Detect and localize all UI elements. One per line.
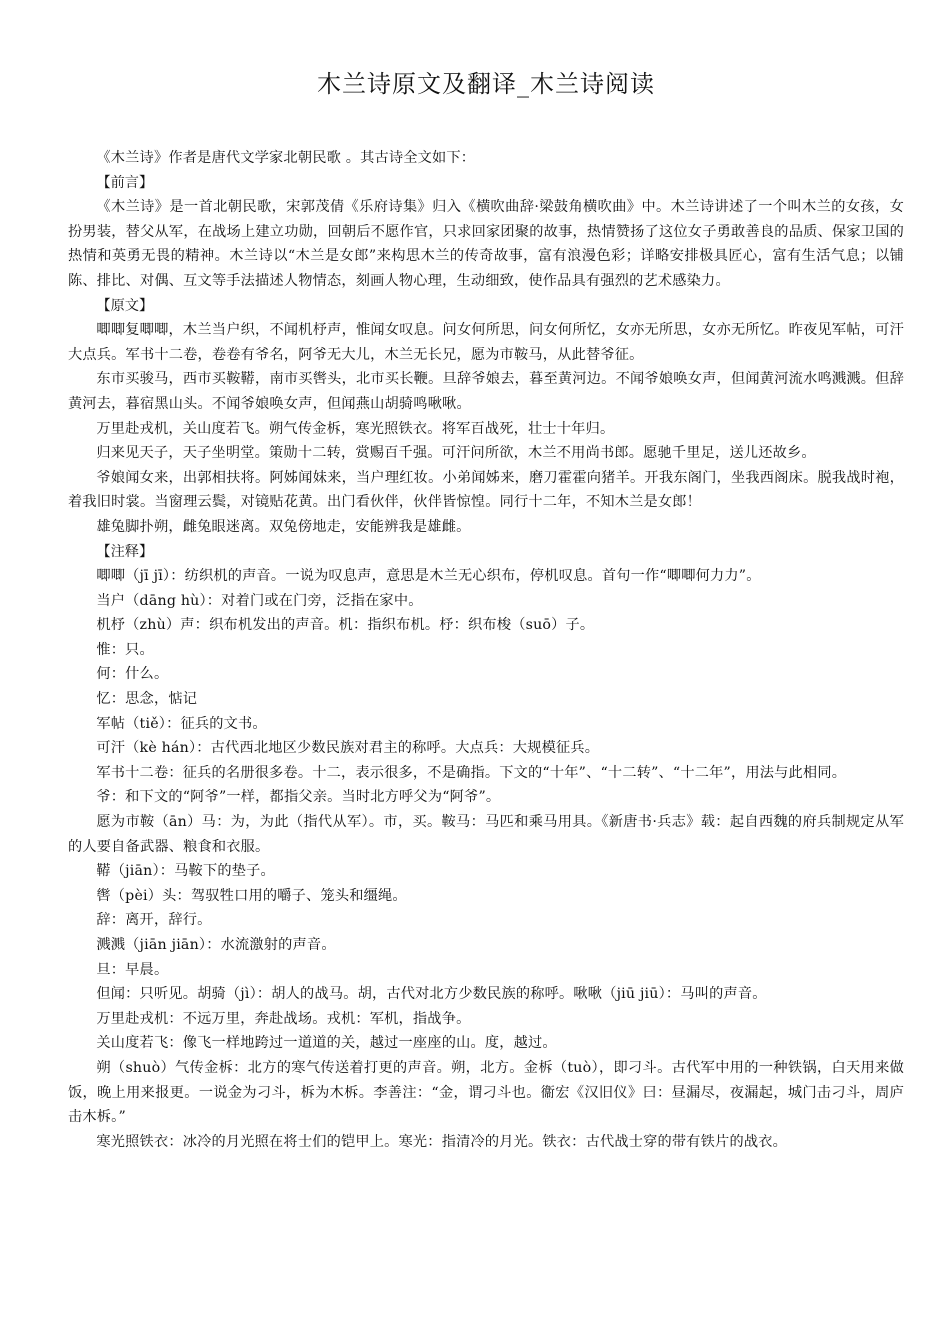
note-item: 唧唧（jī jī）：纺织机的声音。一说为叹息声，意思是木兰无心织布，停机叹息。首句一作“唧唧何力力”。 xyxy=(96,568,761,585)
note-item: 惟：只。 xyxy=(96,641,154,658)
note-item: 当户（dāng hù）：对着门或在门旁，泛指在家中。 xyxy=(96,592,423,609)
note-item: 朔（shuò）气传金柝：北方的寒气传送着打更的声音。朔，北方。金柝（tuò），即刁斗。古代军中用的一种铁锅，白天用来做饭，晚上用来报更。一说金为刁斗，柝为木柝。李善注：“金，谓刁斗也。衞宏《汉旧仪》曰：昼漏尽，夜漏起，城门击刁斗，周庐击木柝。” xyxy=(68,1059,904,1126)
note-item: 鞯（jiān）：马鞍下的垫子。 xyxy=(96,863,275,880)
note-item: 军书十二卷：征兵的名册很多卷。十二，表示很多，不是确指。下文的“十年”、“十二转”、“十二年”，用法与此相同。 xyxy=(96,764,847,781)
note-item: 但闻：只听见。胡骑（jì）：胡人的战马。胡，古代对北方少数民族的称呼。啾啾（jiū jiū）：马叫的声音。 xyxy=(96,986,767,1003)
preface-text: 《木兰诗》是一首北朝民歌，宋郭茂倩《乐府诗集》归入《横吹曲辞·梁鼓角横吹曲》中。木兰诗讲述了一个叫木兰的女孩，女扮男装，替父从军，在战场上建立功勋，回朝后不愿作官，只求回家团聚的故事，热情赞扬了这位女子勇敢善良的品质、保家卫国的热情和英勇无畏的精神。木兰诗以“木兰是女郎”来构思木兰的传奇故事，富有浪漫色彩；详略安排极具匠心，富有生活气息；以铺陈、排比、对偶、互文等手法描述人物情态，刻画人物心理，生动细致，使作品具有强烈的艺术感染力。 xyxy=(68,199,904,289)
original-paragraph: 唧唧复唧唧，木兰当户织，不闻机杼声，惟闻女叹息。问女何所思，问女何所忆，女亦无所思，女亦无所忆。昨夜见军帖，可汗大点兵。军书十二卷，卷卷有爷名，阿爷无大儿，木兰无长兄，愿为市鞍马，从此替爷征。 xyxy=(68,322,904,363)
note-item: 寒光照铁衣：冰冷的月光照在将士们的铠甲上。寒光：指清冷的月光。铁衣：古代战士穿的带有铁片的战衣。 xyxy=(96,1133,787,1150)
preface-heading: 【前言】 xyxy=(96,174,154,191)
notes-heading: 【注释】 xyxy=(96,543,154,560)
note-item: 万里赴戎机：不远万里，奔赴战场。戎机：军机，指战争。 xyxy=(96,1010,471,1027)
note-item: 辞：离开，辞行。 xyxy=(96,912,212,929)
note-item: 忆：思念，惦记 xyxy=(96,691,198,708)
original-paragraph: 雄兔脚扑朔，雌兔眼迷离。双兔傍地走，安能辨我是雄雌。 xyxy=(96,518,471,535)
original-heading: 【原文】 xyxy=(96,297,154,314)
note-item: 关山度若飞：像飞一样地跨过一道道的关，越过一座座的山。度，越过。 xyxy=(96,1035,557,1052)
original-paragraph: 归来见天子，天子坐明堂。策勋十二转，赏赐百千强。可汗问所欲，木兰不用尚书郎。愿驰千里足，送儿还故乡。 xyxy=(96,445,816,462)
note-item: 可汗（kè hán）：古代西北地区少数民族对君主的称呼。大点兵：大规模征兵。 xyxy=(96,740,600,757)
note-item: 军帖（tiě）：征兵的文书。 xyxy=(96,715,267,732)
original-paragraph: 东市买骏马，西市买鞍鞯，南市买辔头，北市买长鞭。旦辞爷娘去，暮至黄河边。不闻爷娘唤女声，但闻黄河流水鸣溅溅。但辞黄河去，暮宿黑山头。不闻爷娘唤女声，但闻燕山胡骑鸣啾啾。 xyxy=(68,371,904,412)
intro-text: 《木兰诗》作者是唐代文学家北朝民歌 。其古诗全文如下： xyxy=(96,150,476,166)
page-title: 木兰诗原文及翻译_木兰诗阅读 xyxy=(317,70,655,98)
note-item: 何：什么。 xyxy=(96,666,169,683)
note-item: 旦：早晨。 xyxy=(96,961,169,978)
note-item: 溅溅（jiān jiān）：水流激射的声音。 xyxy=(96,937,336,953)
note-item: 爷：和下文的“阿爷”一样，都指父亲。当时北方呼父为“阿爷”。 xyxy=(96,789,501,806)
note-item: 辔（pèi）头：驾驭牲口用的嚼子、笼头和缰绳。 xyxy=(96,887,407,904)
note-item: 机杼（zhù）声：织布机发出的声音。机：指织布机。杼：织布梭（suō）子。 xyxy=(96,617,595,634)
note-item: 愿为市鞍（ān）马：为，为此（指代从军）。市，买。鞍马：马匹和乘马用具。《新唐书·兵志》载：起自西魏的府兵制规定从军的人要自备武器、粮食和衣服。 xyxy=(68,814,904,855)
original-paragraph: 爷娘闻女来，出郭相扶将。阿姊闻妹来，当户理红妆。小弟闻姊来，磨刀霍霍向猪羊。开我东阁门，坐我西阁床。脱我战时袍，着我旧时裳。当窗理云鬓，对镜贴花黄。出门看伙伴，伙伴皆惊惶。同行十二年，不知木兰是女郎！ xyxy=(68,469,904,511)
original-paragraph: 万里赴戎机，关山度若飞。朔气传金柝，寒光照铁衣。将军百战死，壮士十年归。 xyxy=(96,420,615,437)
